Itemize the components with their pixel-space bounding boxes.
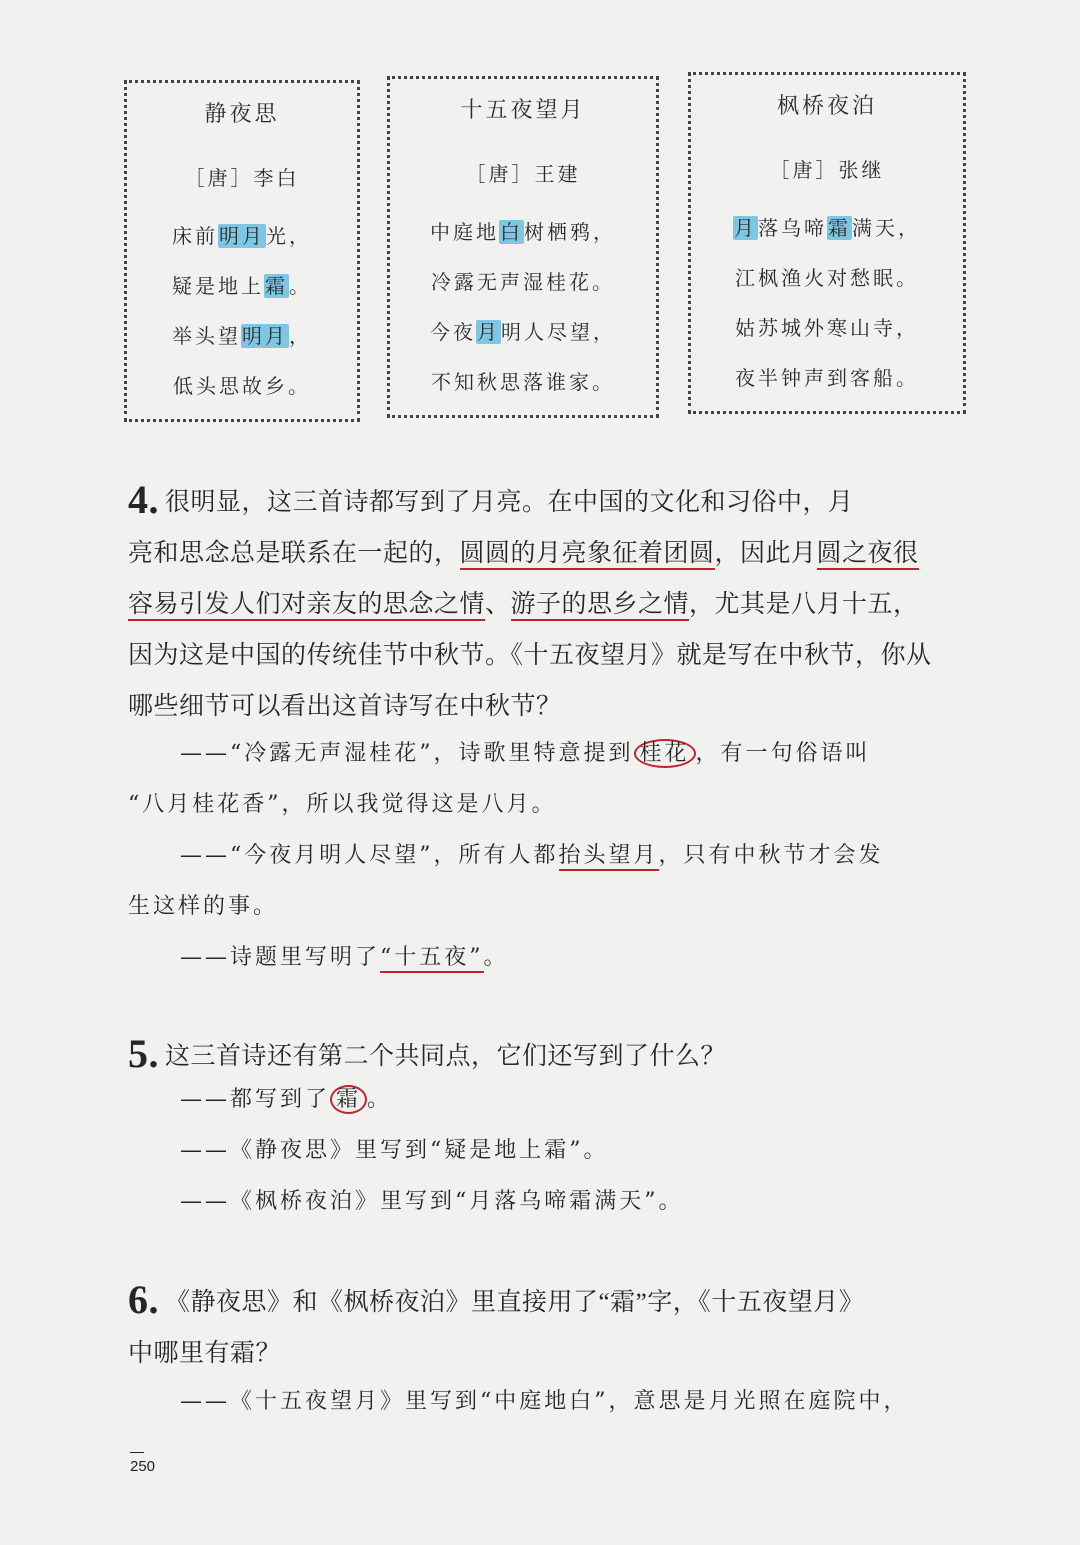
poem-line: 疑是地上霜。 bbox=[172, 274, 312, 298]
page-number-rule bbox=[130, 1452, 144, 1453]
question-4 bbox=[128, 474, 966, 732]
answer-line: ——《十五夜望月》里写到“中庭地白”，意思是月光照在庭院中， bbox=[180, 1389, 909, 1414]
question-number: 5. bbox=[128, 1031, 159, 1076]
answer-line: ——诗题里写明了“十五夜”。 bbox=[128, 932, 966, 983]
answer-line: “八月桂花香”，所以我觉得这是八月。 bbox=[128, 792, 557, 817]
poem-line: 举头望明月， bbox=[172, 324, 312, 348]
poem-box-jingyesi bbox=[124, 80, 360, 422]
poem-box-fengqiaoyebo bbox=[688, 72, 966, 414]
red-circle: 桂花 bbox=[634, 739, 696, 768]
red-underline: 抬头望月 bbox=[559, 843, 659, 871]
answer-line: ——“今夜月明人尽望”，所有人都抬头望月，只有中秋节才会发 bbox=[128, 830, 966, 881]
q4-line-1: 4. 很明显，这三首诗都写到了月亮。在中国的文化和习俗中，月 bbox=[128, 477, 854, 522]
question-number: 6. bbox=[128, 1277, 159, 1322]
poem-line: 月落乌啼霜满天， bbox=[734, 216, 921, 240]
red-underline: 圆之夜很 bbox=[817, 540, 919, 570]
highlight: 明月 bbox=[242, 324, 288, 348]
poem-author: ［唐］张继 bbox=[769, 158, 885, 182]
q4-line-5: 哪些细节可以看出这首诗写在中秋节？ bbox=[128, 693, 562, 720]
highlight: 月 bbox=[734, 216, 757, 240]
highlight: 霜 bbox=[265, 274, 288, 298]
question-number: 4. bbox=[128, 477, 159, 522]
poem-lines bbox=[127, 211, 357, 411]
red-underline: 容易引发人们对亲友的思念之情 bbox=[128, 591, 485, 621]
poem-title: 静夜思 bbox=[204, 102, 280, 127]
highlight: 白 bbox=[500, 220, 523, 244]
poem-line: 夜半钟声到客船。 bbox=[735, 366, 919, 390]
q4-line-3: 容易引发人们对亲友的思念之情、游子的思乡之情，尤其是八月十五， bbox=[128, 579, 966, 630]
q6-answers bbox=[128, 1376, 966, 1427]
poem-author: ［唐］李白 bbox=[184, 166, 300, 190]
q4-answers bbox=[128, 728, 966, 983]
q5-answers bbox=[128, 1074, 966, 1227]
answer-line: ——《枫桥夜泊》里写到“月落乌啼霜满天”。 bbox=[180, 1189, 684, 1214]
poem-line: 中庭地白树栖鸦， bbox=[430, 220, 616, 244]
answer-line: ——《静夜思》里写到“疑是地上霜”。 bbox=[180, 1138, 609, 1163]
q6-line-2: 中哪里有霜？ bbox=[128, 1340, 282, 1367]
poem-line: 不知秋思落谁家。 bbox=[431, 370, 615, 394]
highlight: 明月 bbox=[219, 224, 265, 248]
poem-line: 冷露无声湿桂花。 bbox=[431, 270, 615, 294]
poem-box-shiwuyewangyue bbox=[387, 76, 659, 418]
answer-line: 生这样的事。 bbox=[128, 894, 279, 919]
poem-line: 今夜月明人尽望， bbox=[430, 320, 616, 344]
page-number: 250 bbox=[130, 1458, 156, 1475]
answer-line: ——“冷露无声湿桂花”，诗歌里特意提到 桂花 ，有一句俗语叫 bbox=[180, 741, 871, 766]
poem-lines bbox=[390, 207, 656, 407]
q5-line-1: 5. 这三首诗还有第二个共同点，它们还写到了什么？ bbox=[128, 1031, 727, 1076]
answer-line: ——都写到了 霜 。 bbox=[180, 1087, 393, 1112]
poem-line: 低头思故乡。 bbox=[173, 374, 311, 398]
red-underline: 游子的思乡之情 bbox=[511, 591, 690, 621]
red-circle: 霜 bbox=[330, 1085, 367, 1114]
poem-title: 枫桥夜泊 bbox=[776, 94, 877, 119]
q4-line-4: 因为这是中国的传统佳节中秋节。《十五夜望月》就是写在中秋节，你从 bbox=[128, 642, 932, 669]
poem-line: 姑苏城外寒山寺， bbox=[735, 316, 919, 340]
highlight: 霜 bbox=[828, 216, 851, 240]
question-6 bbox=[128, 1274, 966, 1379]
q4-line-2: 亮和思念总是联系在一起的，圆圆的月亮象征着团圆，因此月圆之夜很 bbox=[128, 528, 966, 579]
q6-line-1: 6. 《静夜思》和《枫桥夜泊》里直接用了“霜”字，《十五夜望月》 bbox=[128, 1277, 865, 1322]
poem-line: 床前明月光， bbox=[172, 224, 312, 248]
poem-author: ［唐］王建 bbox=[465, 162, 581, 186]
red-underline: 圆圆的月亮象征着团圆 bbox=[460, 540, 715, 570]
poem-lines bbox=[691, 203, 963, 403]
highlight: 月 bbox=[477, 320, 500, 344]
poem-line: 江枫渔火对愁眠。 bbox=[735, 266, 919, 290]
red-underline: “十五夜” bbox=[380, 945, 484, 973]
poem-title: 十五夜望月 bbox=[460, 98, 586, 123]
